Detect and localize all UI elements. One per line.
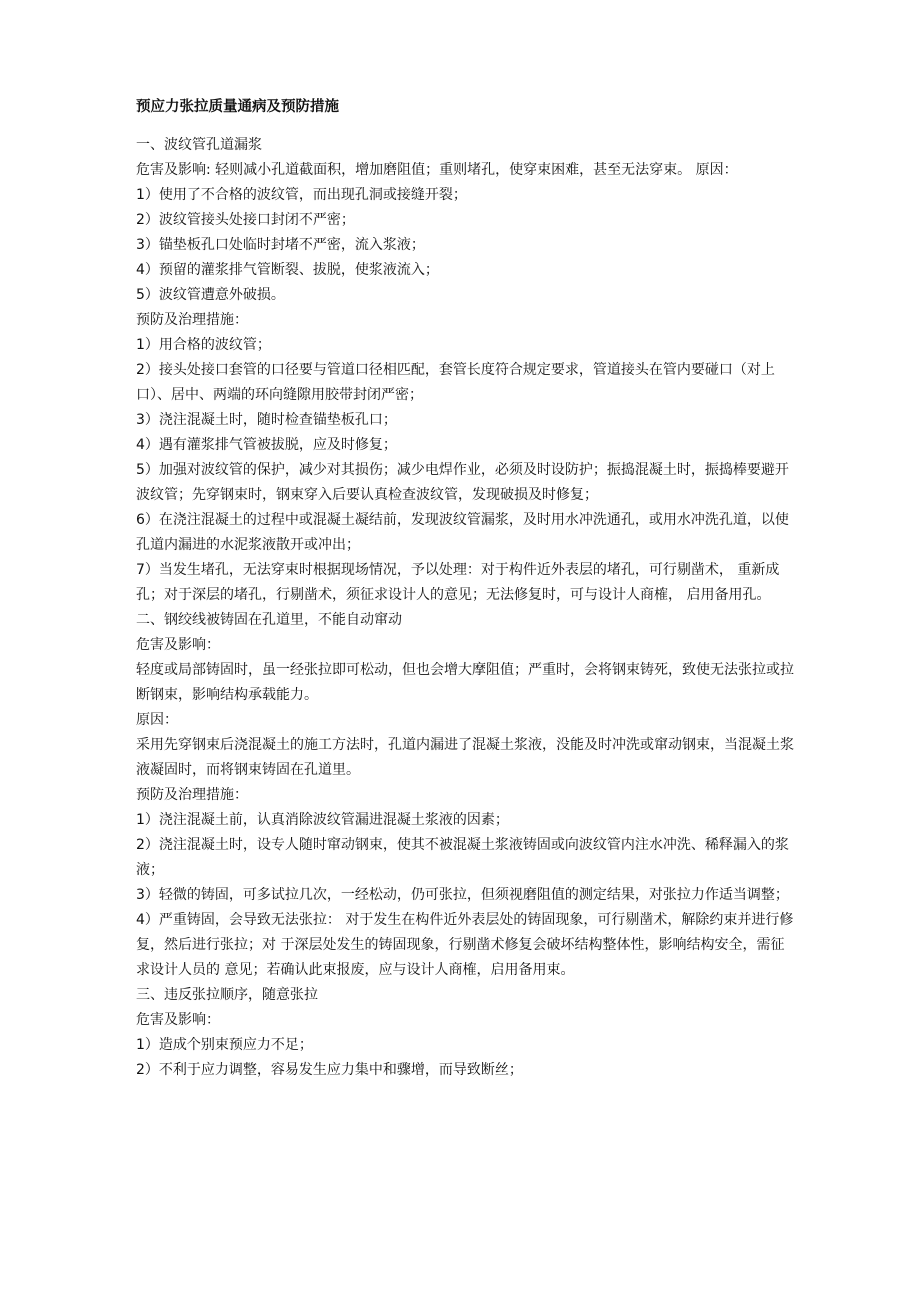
- measures-heading: 预防及治理措施：: [136, 312, 248, 328]
- harm-label: 危害及影响：: [136, 637, 220, 653]
- list-item: 2）波纹管接头处接口封闭不严密；: [136, 212, 355, 228]
- cause-label: 原因：: [136, 712, 178, 728]
- section-heading-1: 一、波纹管孔道漏浆: [136, 137, 262, 153]
- section-1-harm: 危害及影响: 轻则减小孔道截面积，增加磨阻值；重则堵孔，使穿束困难，甚至无法穿束。 原因：: [136, 162, 738, 178]
- list-item: 1）使用了不合格的波纹管，而出现孔洞或接缝开裂；: [136, 187, 467, 203]
- list-item: 5）波纹管遭意外破损。: [136, 287, 285, 303]
- document-body: [136, 94, 796, 1083]
- list-item: 2）接头处接口套管的口径要与管道口径相匹配，套管长度符合规定要求，管道接头在管内要碰口（对上口）、居中、两端的环向缝隙用胶带封闭严密；: [136, 362, 775, 403]
- section-2-harm: 轻度或局部铸固时，虽一经张拉即可松动，但也会增大摩阻值；严重时，会将钢束铸死，致使无法张拉或拉断钢束，影响结构承载能力。: [136, 662, 794, 703]
- list-item: 5）加强对波纹管的保护，减少对其损伤；减少电焊作业，必须及时设防护；振捣混凝土时，振捣棒要避开波纹管；先穿钢束时，钢束穿入后要认真检查波纹管，发现破损及时修复；: [136, 462, 789, 503]
- section-heading-3: 三、违反张拉顺序，随意张拉: [136, 987, 318, 1003]
- page-title: 预应力张拉质量通病及预防措施: [136, 99, 339, 115]
- list-item: 4）预留的灌浆排气管断裂、拔脱，使浆液流入；: [136, 262, 439, 278]
- list-item: 2）不利于应力调整，容易发生应力集中和骤增，而导致断丝；: [136, 1062, 523, 1078]
- list-item: 7）当发生堵孔，无法穿束时根据现场情况，予以处理：对于构件近外表层的堵孔，可行剔凿术， 重新成孔；对于深层的堵孔，行剔凿术，须征求设计人的意见；无法修复时，可与设计人商榷， 启用备用孔。: [136, 562, 780, 603]
- list-item: 1）造成个别束预应力不足；: [136, 1037, 313, 1053]
- list-item: 4）遇有灌浆排气管被拔脱，应及时修复；: [136, 437, 397, 453]
- harm-label: 危害及影响：: [136, 1012, 220, 1028]
- list-item: 6）在浇注混凝土的过程中或混凝土凝结前，发现波纹管漏浆，及时用水冲洗通孔，或用水冲洗孔道，以使孔道内漏进的水泥浆液散开或冲出；: [136, 512, 789, 553]
- measures-heading: 预防及治理措施：: [136, 787, 248, 803]
- section-heading-2: 二、钢绞线被铸固在孔道里，不能自动窜动: [136, 612, 402, 628]
- list-item: 3）轻微的铸固，可多试拉几次，一经松动，仍可张拉，但须视磨阻值的测定结果，对张拉力作适当调整；: [136, 887, 789, 903]
- list-item: 1）用合格的波纹管；: [136, 337, 271, 353]
- section-2-cause: 采用先穿钢束后浇混凝土的施工方法时，孔道内漏进了混凝土浆液，没能及时冲洗或窜动钢束，当混凝土浆液凝固时，而将钢束铸固在孔道里。: [136, 737, 794, 778]
- list-item: 3）浇注混凝土时，随时检查锚垫板孔口；: [136, 412, 397, 428]
- list-item: 1）浇注混凝土前，认真消除波纹管漏进混凝土浆液的因素；: [136, 812, 509, 828]
- list-item: 4）严重铸固，会导致无法张拉： 对于发生在构件近外表层处的铸固现象，可行剔凿术，解除约束并进行修复，然后进行张拉；对 于深层处发生的铸固现象，行剔凿术修复会破坏结构整体性，影响结构安全，需征求设计人员的 意见；若确认此束报废，应与设计人商榷，启用备用束。: [136, 912, 794, 978]
- list-item: 3）锚垫板孔口处临时封堵不严密，流入浆液；: [136, 237, 425, 253]
- list-item: 2）浇注混凝土时，设专人随时窜动钢束，使其不被混凝土浆液铸固或向波纹管内注水冲洗、稀释漏入的浆液；: [136, 837, 789, 878]
